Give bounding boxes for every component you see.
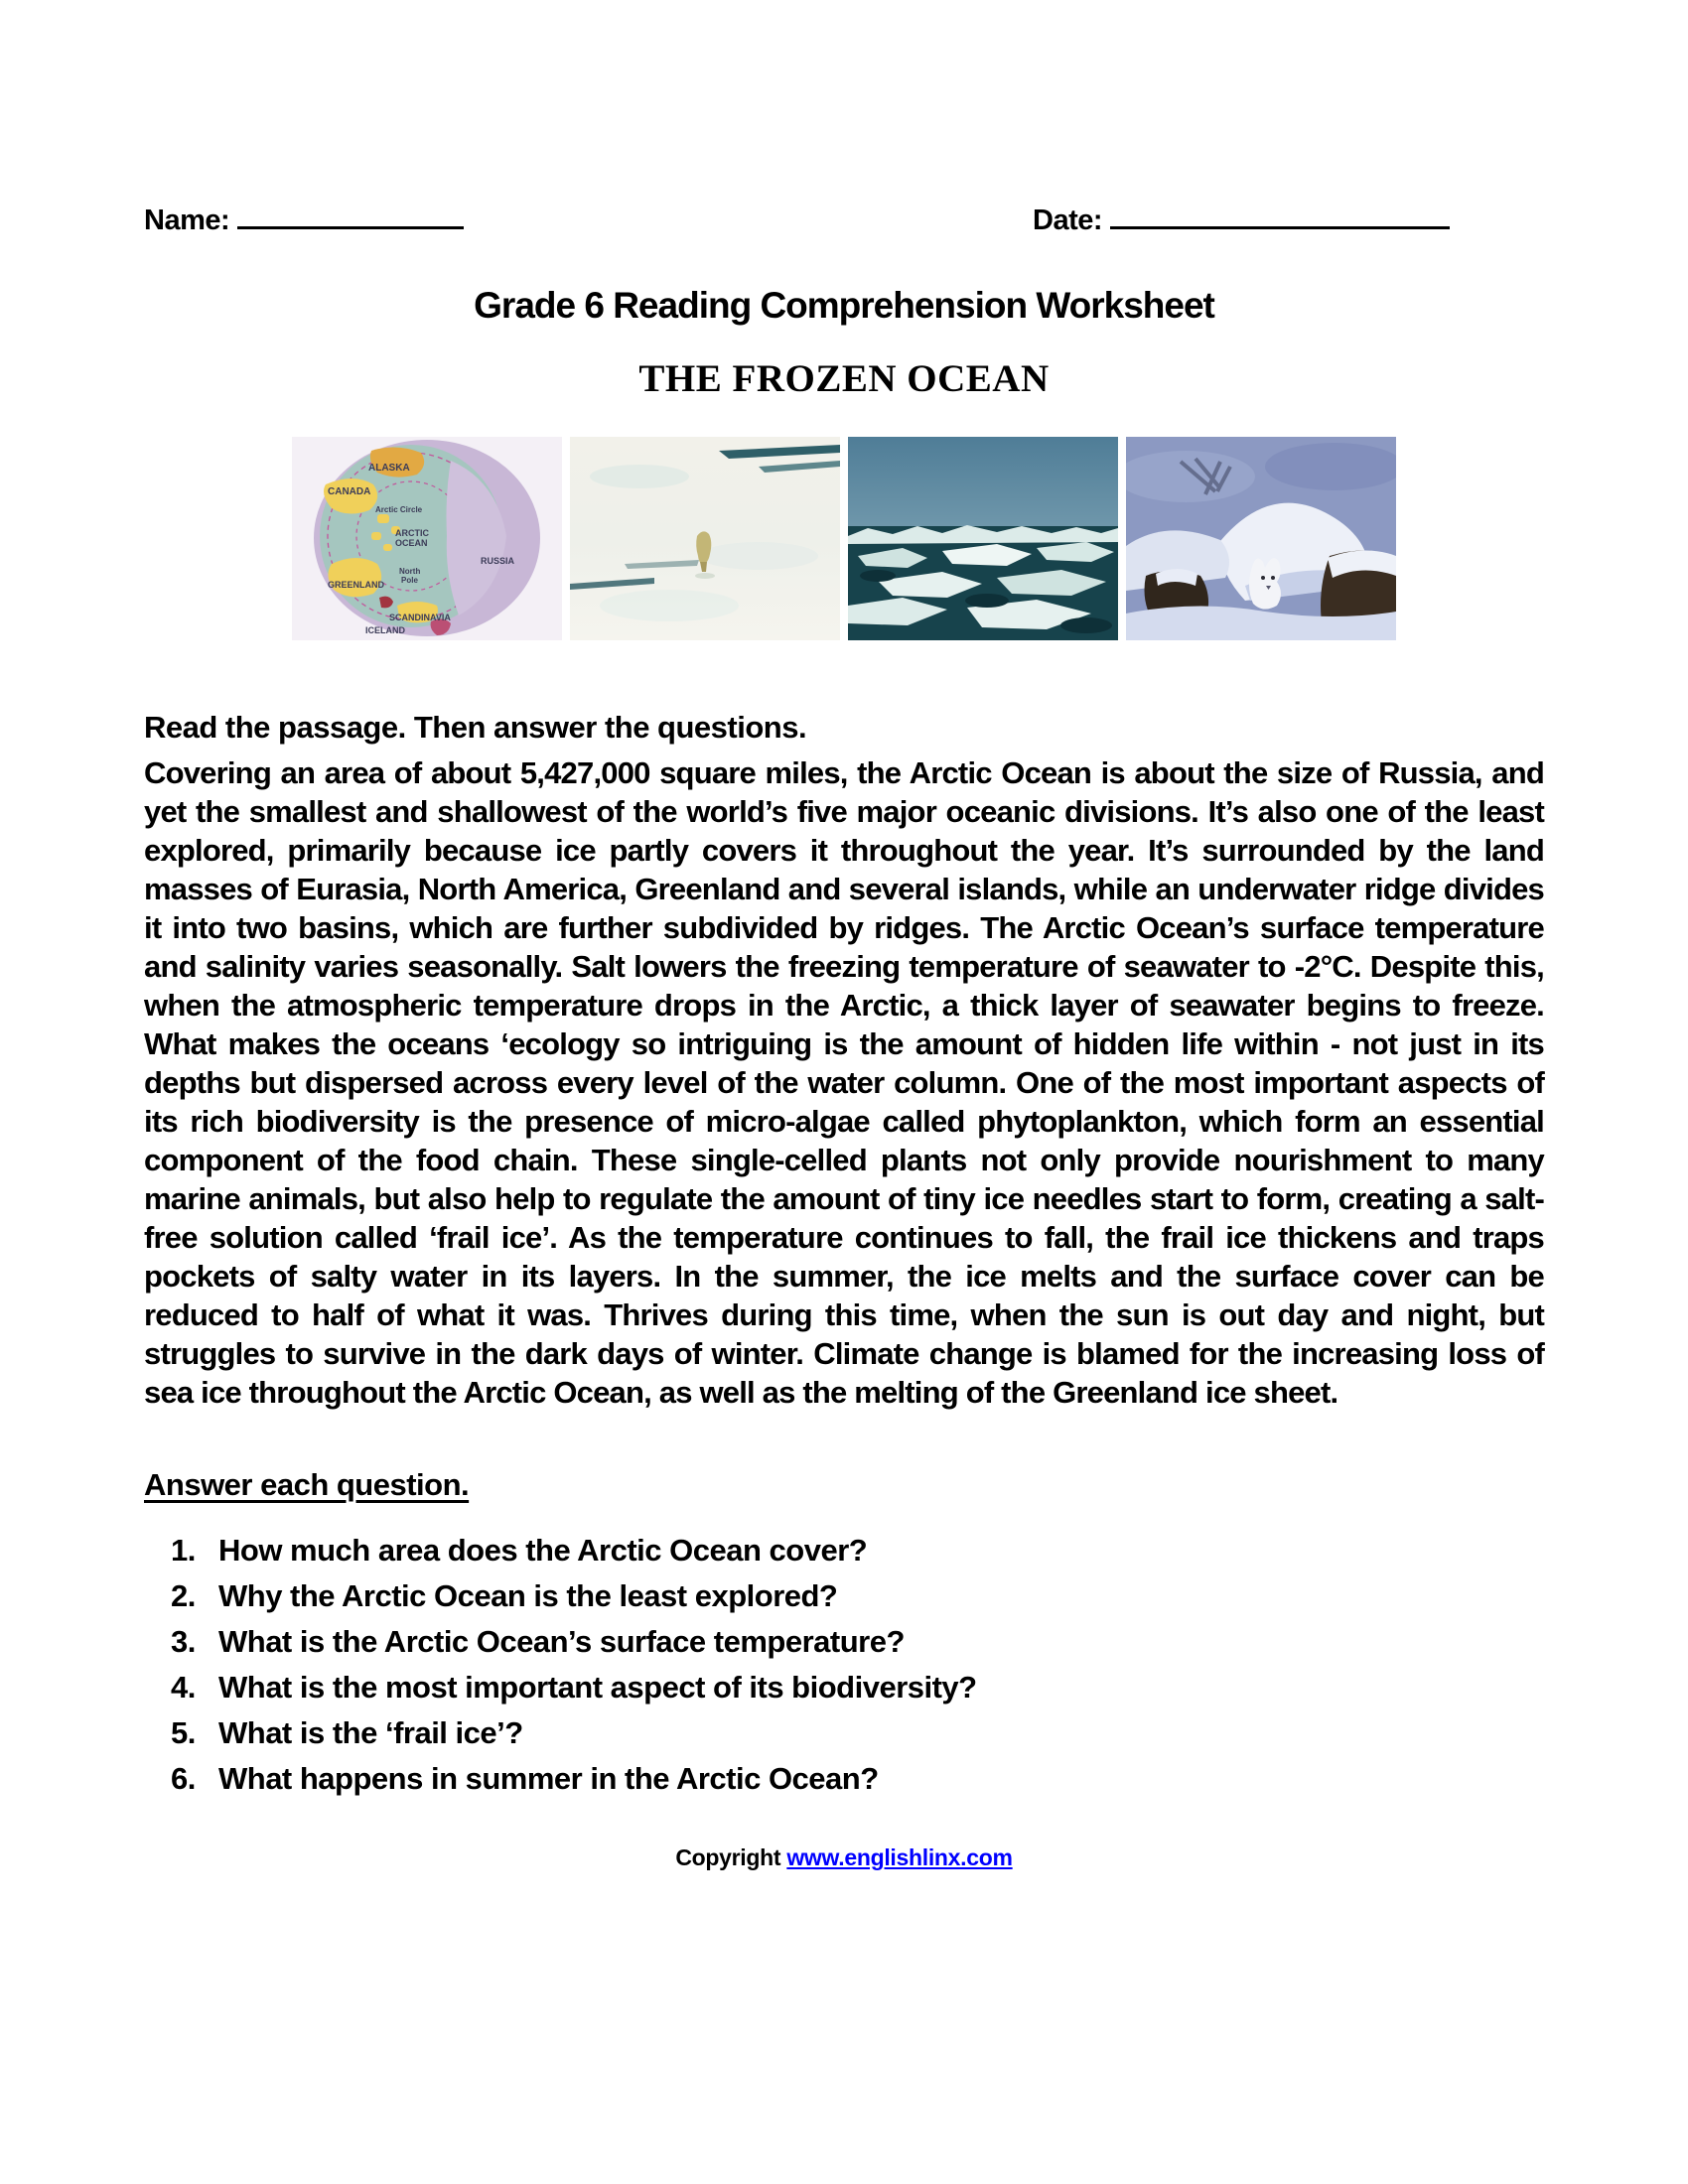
- arctic-map-image: [292, 437, 562, 640]
- name-field-group: [144, 204, 464, 237]
- map-label-arctic-ocean-2: OCEAN: [395, 538, 428, 548]
- ocean-ice-floes-image: [848, 437, 1118, 640]
- arctic-fox-image: [1126, 437, 1396, 640]
- question-item-5: [218, 1711, 1544, 1755]
- map-label-iceland: ICELAND: [365, 625, 405, 635]
- map-label-north-pole-2: Pole: [401, 576, 418, 585]
- passage-instruction: Read the passage. Then answer the questions.: [144, 710, 807, 745]
- question-text: Why the Arctic Ocean is the least explored?: [218, 1578, 838, 1613]
- map-label-alaska: ALASKA: [368, 463, 410, 474]
- map-label-arctic-ocean: ARCTIC: [395, 528, 429, 538]
- question-item-1: [218, 1529, 1544, 1572]
- question-item-6: [218, 1757, 1544, 1801]
- question-text: What happens in summer in the Arctic Ocean?: [218, 1761, 879, 1796]
- question-text: How much area does the Arctic Ocean cover?: [218, 1533, 868, 1568]
- name-label: Name:: [144, 205, 230, 236]
- name-date-row: [0, 0, 1688, 243]
- map-label-greenland: GREENLAND: [328, 580, 385, 590]
- questions-heading: Answer each question.: [144, 1467, 470, 1502]
- map-label-arctic-circle: Arctic Circle: [375, 505, 423, 514]
- page-title: Grade 6 Reading Comprehension Worksheet: [474, 285, 1214, 326]
- map-label-scandinavia: SCANDINAVIA: [389, 613, 451, 622]
- name-blank-line: [237, 204, 464, 229]
- question-text: What is the most important aspect of its biodiversity?: [218, 1670, 977, 1705]
- polar-bear-image: [570, 437, 840, 640]
- question-item-4: [218, 1666, 1544, 1709]
- photo-strip: [0, 437, 1688, 640]
- map-label-north-pole: North: [399, 567, 421, 576]
- question-text: What is the Arctic Ocean’s surface temperature?: [218, 1624, 905, 1659]
- question-text: What is the ‘frail ice’?: [218, 1715, 523, 1750]
- question-item-2: [218, 1574, 1544, 1618]
- passage-body: Covering an area of about 5,427,000 square miles, the Arctic Ocean is about the size of Russia, and yet the smallest and shallowest of the world’s five major oceanic divisions. It’s also one of the least explored, primarily because ice partly covers it throughout the year. It’s surrounded by the land masses of Eurasia, North America, Greenland and several islands, while an underwater ridge divides it into two basins, which are further subdivided by ridges. The Arctic Ocean’s surface temperature and salinity varies seasonally. Salt lowers the freezing temperature of seawater to -2°C. Despite this, when the atmospheric temperature drops in the Arctic, a thick layer of seawater begins to freeze. What makes the oceans ‘ecology so intriguing is the amount of hidden life within - not just in its depths but dispersed across every level of the water column. One of the most important aspects of its rich biodiversity is the presence of micro-algae called phytoplankton, which form an essential component of the food chain. These single-celled plants not only provide nourishment to many marine animals, but also help to regulate the amount of tiny ice needles start to form, creating a salt-free solution called ‘frail ice’. As the temperature continues to fall, the frail ice thickens and traps pockets of salty water in its layers. In the summer, the ice melts and the surface cover can be reduced to half of what it was. Thrives during this time, when the sun is out day and night, but struggles to survive in the dark days of winter. Climate change is blamed for the increasing loss of sea ice throughout the Arctic Ocean, as well as the melting of the Greenland ice sheet.: [144, 755, 1544, 1410]
- question-item-3: [218, 1620, 1544, 1664]
- map-label-russia: RUSSIA: [481, 556, 515, 566]
- copyright-link[interactable]: www.englishlinx.com: [786, 1844, 1013, 1870]
- copyright-footer: [144, 1844, 1544, 1871]
- date-blank-line: [1110, 204, 1450, 229]
- map-label-canada: CANADA: [328, 486, 371, 497]
- date-field-group: [1033, 204, 1450, 237]
- copyright-label: Copyright: [675, 1844, 781, 1870]
- questions-list: [144, 1529, 1544, 1801]
- passage-title: THE FROZEN OCEAN: [638, 357, 1050, 400]
- date-label: Date:: [1033, 205, 1103, 236]
